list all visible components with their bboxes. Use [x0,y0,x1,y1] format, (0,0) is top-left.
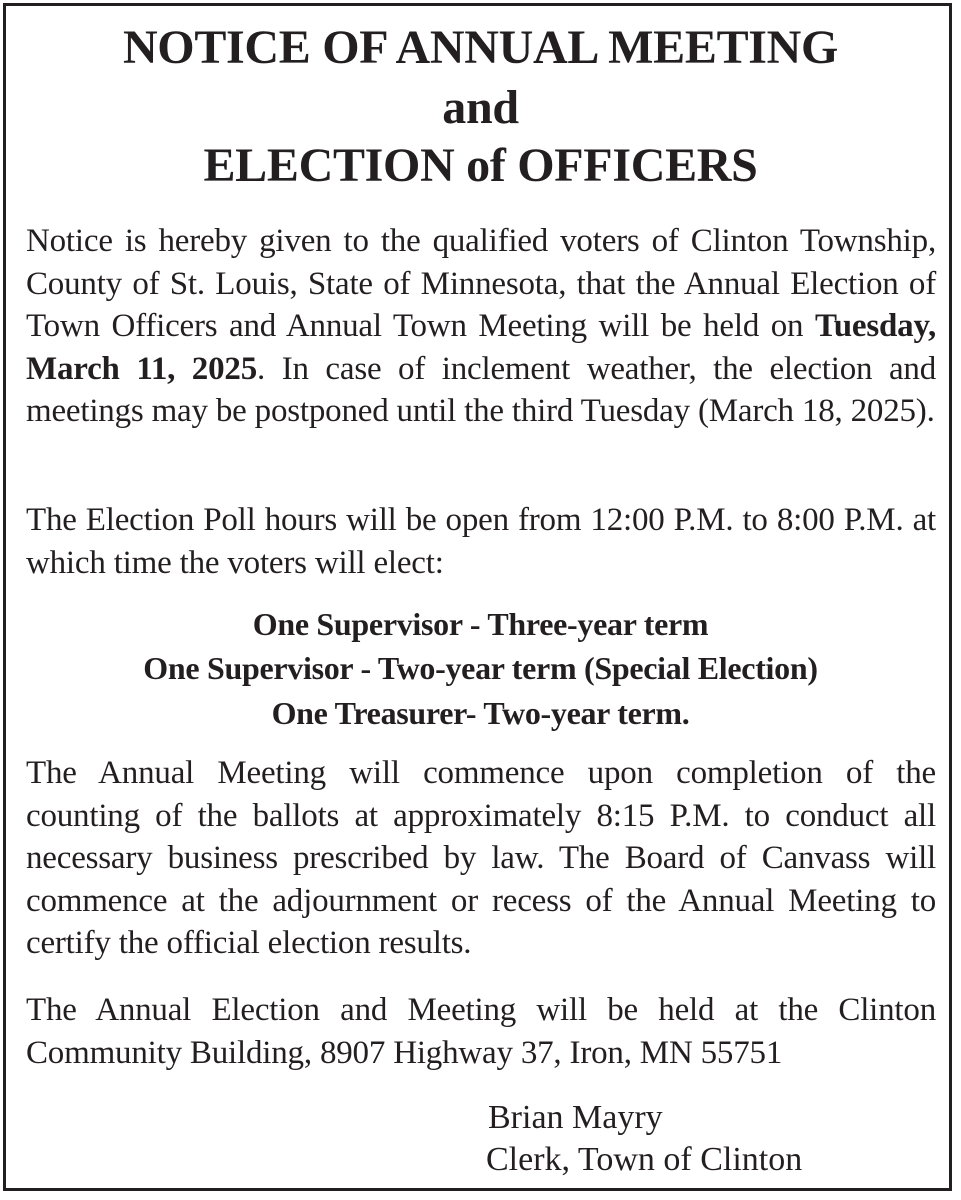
headline-line-1: NOTICE OF ANNUAL MEETING [122,21,839,74]
location-paragraph: The Annual Election and Meeting will be held at the Clinton Community Building, 8907 Highway 37, Iron, MN 55751 [26,992,936,1071]
notice-paragraph-text: Notice is hereby given to the qualified voters of Clinton Township, County of St. Louis, State of Minnesota, that the Annual Election of Town Officers and Annual Town Meeting will be held on [26,223,936,344]
headline-line-2: and [442,81,519,134]
signature-title: Clerk, Town of Clinton [486,1141,803,1178]
notice-paragraph [26,220,936,433]
office-item: One Treasurer- Two-year term. [271,695,690,731]
office-item: One Supervisor - Three-year term [252,606,709,642]
postponement-text: . In case of inclement weather, the election and meetings may be postponed until the third Tuesday (March 18, 2025). [26,350,937,429]
meeting-date: Tuesday, March 11, 2025 [26,308,936,387]
poll-hours-paragraph: The Election Poll hours will be open from 12:00 P.M. to 8:00 P.M. at which time the voters will elect: [26,502,936,581]
signature-name: Brian Mayry [488,1099,663,1136]
office-item: One Supervisor - Two-year term (Special Election) [143,650,818,686]
headline-line-3: ELECTION of OFFICERS [203,139,758,192]
annual-meeting-paragraph: The Annual Meeting will commence upon completion of the counting of the ballots at approximately 8:15 P.M. to conduct all necessary business prescribed by law. The Board of Canvass will commence at the adjournment or recess of the Annual Meeting to certify the official election results. [26,755,936,961]
